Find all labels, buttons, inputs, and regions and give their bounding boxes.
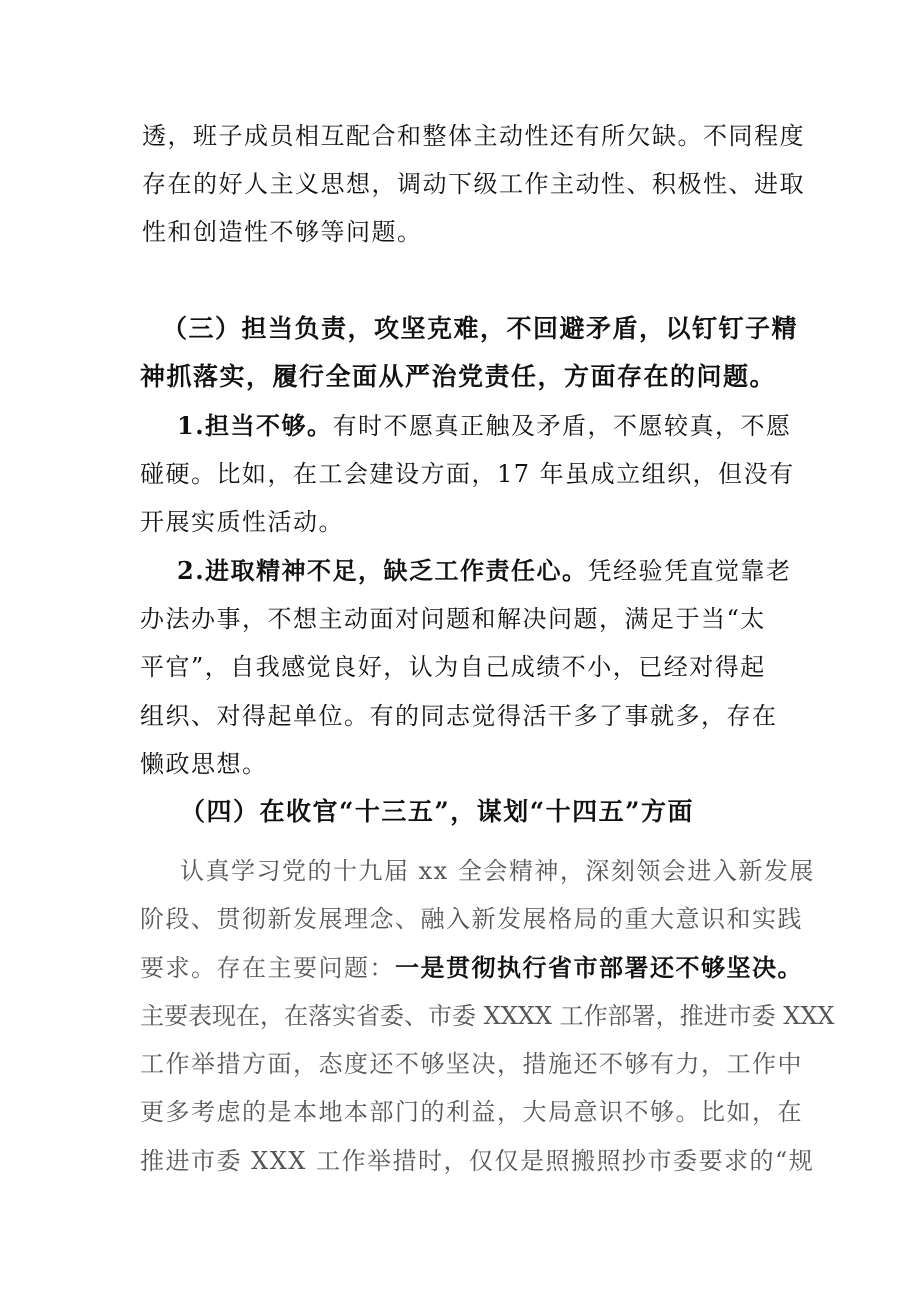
intro-line-3: 性和创造性不够等问题。 (142, 218, 423, 246)
item1-line-2: 碰硬。比如，在工会建设方面，17 年虽成立组织，但没有 (140, 460, 795, 488)
item2-text: 凭经验凭直觉靠老 (587, 557, 792, 585)
section3-heading-line-1: （三）担当负责，攻坚克难，不回避矛盾，以钉钉子精 (162, 314, 799, 343)
section4-para-line-6: 更多考虑的是本地本部门的利益，大局意识不够。比如，在 (140, 1098, 803, 1126)
section4-para-line-5: 工作举措方面，态度还不够坚决，措施还不够有力，工作中 (140, 1050, 803, 1078)
item2-line-4: 组织、对得起单位。有的同志觉得活干多了事就多，存在 (140, 702, 778, 730)
item2-line-1 (177, 556, 792, 586)
section4-para-line-2: 阶段、贯彻新发展理念、融入新发展格局的重大意识和实践 (140, 905, 803, 933)
item2-line-2: 办法办事，不想主动面对问题和解决问题，满足于当“太 (140, 605, 766, 633)
section4-para-line-3-text: 要求。存在主要问题： (140, 954, 395, 982)
section4-para-line-7: 推进市委 XXX 工作举措时，仅仅是照搬照抄市委要求的“规 (140, 1147, 815, 1175)
section4-heading: （四）在收官“十三五”，谋划“十四五”方面 (180, 797, 695, 826)
item1-text: 有时不愿真正触及矛盾，不愿较真，不愿 (332, 412, 792, 440)
item2-title: 2.进取精神不足，缺乏工作责任心。 (177, 556, 588, 585)
item1-line-1 (177, 411, 792, 441)
intro-line-2: 存在的好人主义思想，调动下级工作主动性、积极性、进取 (142, 170, 805, 198)
section4-para-line-3 (140, 953, 803, 983)
intro-line-1: 透，班子成员相互配合和整体主动性还有所欠缺。不同程度 (142, 122, 805, 150)
section4-para-line-1: 认真学习党的十九届 xx 全会精神，深刻领会进入新发展 (180, 857, 815, 885)
item1-title: 1.担当不够。 (177, 411, 333, 440)
item2-line-3: 平官”，自我感觉良好，认为自己成绩不小，已经对得起 (140, 653, 766, 681)
section4-key-problem: 一是贯彻执行省市部署还不够坚决。 (395, 953, 803, 982)
item2-line-5: 懒政思想。 (140, 750, 268, 778)
section4-para-line-4: 主要表现在，在落实省委、市委 XXXX 工作部署，推进市委 XXX (140, 1002, 835, 1030)
item1-line-3: 开展实质性活动。 (140, 508, 344, 536)
section3-heading-line-2: 神抓落实，履行全面从严治党责任，方面存在的问题。 (140, 362, 777, 391)
